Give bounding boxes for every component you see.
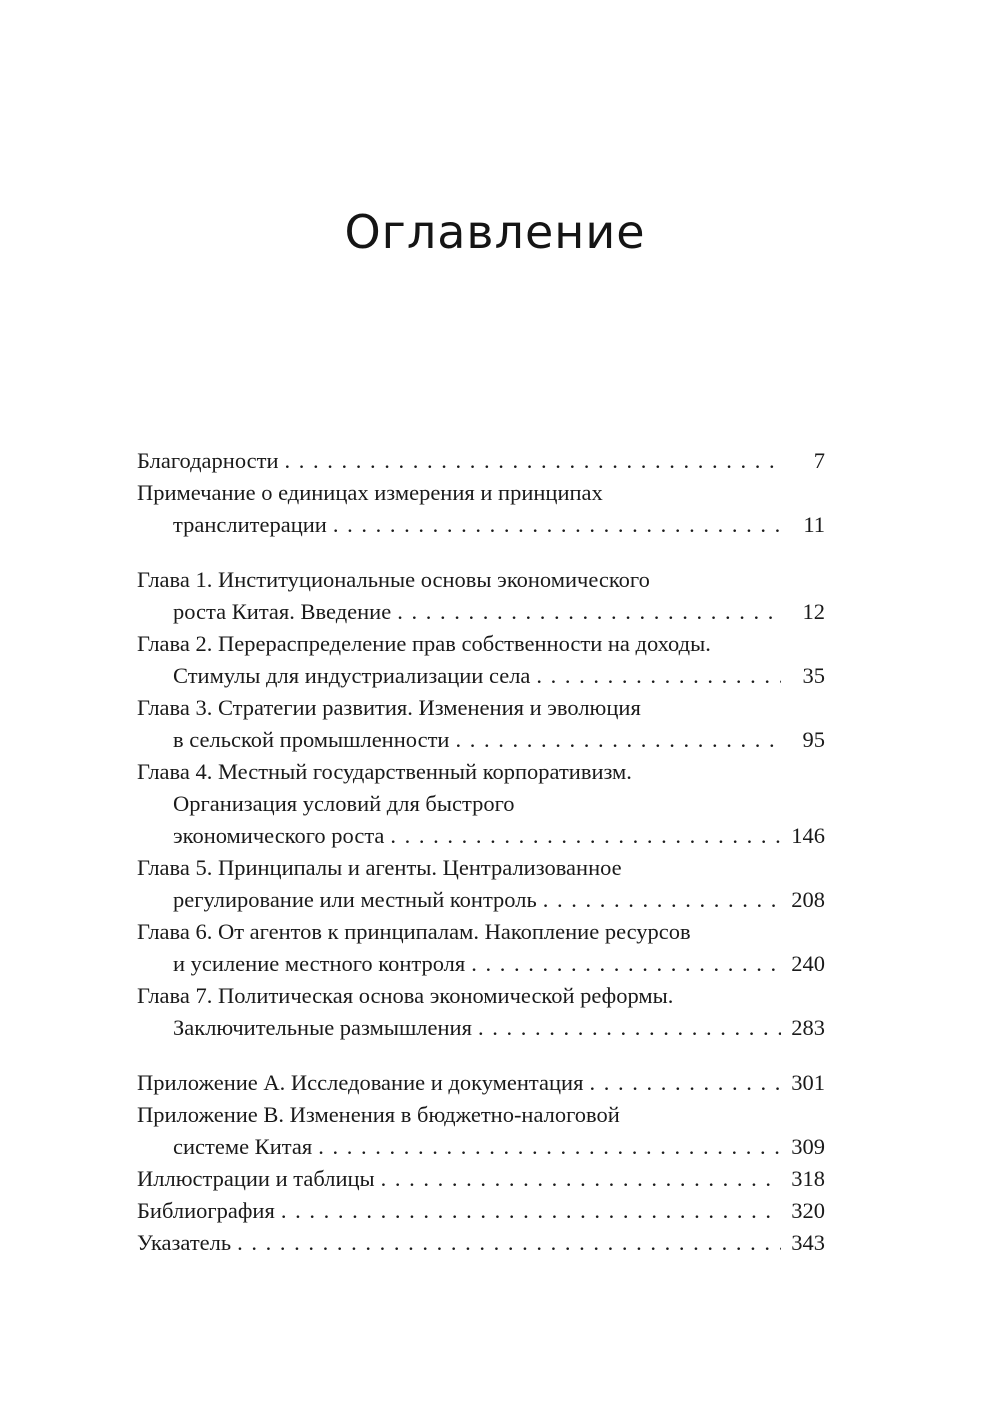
toc-page-number: 343 bbox=[791, 1230, 825, 1255]
dot-leader bbox=[281, 1195, 781, 1227]
dot-leader bbox=[333, 509, 781, 541]
toc-page-number: 240 bbox=[791, 951, 825, 976]
dot-leader bbox=[381, 1163, 781, 1195]
toc-page-number: 208 bbox=[791, 887, 825, 912]
toc-entry-title-line: и усиление местного контроля bbox=[173, 951, 466, 976]
toc-entry-title-line: Иллюстрации и таблицы bbox=[137, 1166, 375, 1191]
toc-entry-final-line bbox=[137, 1195, 825, 1227]
dot-leader bbox=[478, 1012, 781, 1044]
toc-entry-title-line: Глава 5. Принципалы и агенты. Централизованное bbox=[137, 855, 622, 880]
toc-page-number: 320 bbox=[791, 1198, 825, 1223]
toc-entry[interactable] bbox=[137, 1067, 825, 1099]
toc-entry-final-line bbox=[137, 884, 825, 916]
group-gap bbox=[137, 1044, 825, 1067]
toc-entry-title-line: Организация условий для быстрого bbox=[173, 791, 515, 816]
toc-entry-final-line bbox=[137, 724, 825, 756]
toc-entry[interactable] bbox=[137, 628, 825, 692]
toc-entry-final-line bbox=[137, 445, 825, 477]
toc-entry-final-line bbox=[137, 1131, 825, 1163]
toc-entry[interactable] bbox=[137, 564, 825, 628]
toc-entry-final-line bbox=[137, 948, 825, 980]
toc-entry[interactable] bbox=[137, 692, 825, 756]
toc-entry-title-line: Благодарности bbox=[137, 448, 279, 473]
toc-entry-title-line: в сельской промышленности bbox=[173, 727, 450, 752]
toc-entry-title-line: Заключительные размышления bbox=[173, 1015, 472, 1040]
toc-entry-final-line bbox=[137, 1067, 825, 1099]
toc-entry[interactable] bbox=[137, 916, 825, 980]
toc-entry-title-line: Глава 1. Институциональные основы экономического bbox=[137, 567, 650, 592]
toc-entry-title-line: системе Китая bbox=[173, 1134, 313, 1159]
toc-entry-title-line: Глава 4. Местный государственный корпоративизм. bbox=[137, 759, 632, 784]
toc-entry-title-line: Глава 7. Политическая основа экономической реформы. bbox=[137, 983, 674, 1008]
toc-entry-title-line: роста Китая. Введение bbox=[173, 599, 392, 624]
toc-page-number: 35 bbox=[802, 663, 825, 688]
toc-back-group bbox=[137, 1067, 825, 1259]
dot-leader bbox=[237, 1227, 781, 1259]
toc-entry[interactable] bbox=[137, 1099, 825, 1163]
toc-entry-final-line bbox=[137, 1163, 825, 1195]
toc-chapters-group bbox=[137, 564, 825, 1044]
toc-entry-title-line: Стимулы для индустриализации села bbox=[173, 663, 531, 688]
toc-page-number: 309 bbox=[791, 1134, 825, 1159]
table-of-contents bbox=[137, 445, 825, 1259]
toc-entry-title-line: транслитерации bbox=[173, 512, 327, 537]
toc-entry-title-line: Глава 6. От агентов к принципалам. Накопление ресурсов bbox=[137, 919, 691, 944]
dot-leader bbox=[471, 948, 781, 980]
toc-entry-title-line: Библиография bbox=[137, 1198, 275, 1223]
page-title: Оглавление bbox=[344, 205, 646, 259]
toc-page-number: 318 bbox=[791, 1166, 825, 1191]
toc-entry-title-line: Примечание о единицах измерения и принципах bbox=[137, 480, 603, 505]
toc-entry-final-line bbox=[137, 596, 825, 628]
toc-page-number: 95 bbox=[802, 727, 825, 752]
toc-entry-title-line: Глава 2. Перераспределение прав собственности на доходы. bbox=[137, 631, 711, 656]
toc-entry[interactable] bbox=[137, 852, 825, 916]
toc-entry-title-line: Указатель bbox=[137, 1230, 232, 1255]
dot-leader bbox=[390, 820, 781, 852]
toc-entry[interactable] bbox=[137, 756, 825, 852]
toc-page-number: 283 bbox=[791, 1015, 825, 1040]
toc-entry-title-line: экономического роста bbox=[173, 823, 385, 848]
toc-entry-final-line bbox=[137, 1012, 825, 1044]
dot-leader bbox=[589, 1067, 781, 1099]
toc-page-number: 11 bbox=[803, 512, 825, 537]
dot-leader bbox=[318, 1131, 781, 1163]
toc-entry-title-line: Глава 3. Стратегии развития. Изменения и эволюция bbox=[137, 695, 641, 720]
toc-entry-final-line bbox=[137, 509, 825, 541]
toc-entry-title-line: Приложение В. Изменения в бюджетно-налоговой bbox=[137, 1102, 620, 1127]
toc-entry[interactable] bbox=[137, 477, 825, 541]
dot-leader bbox=[397, 596, 781, 628]
toc-entry-final-line bbox=[137, 660, 825, 692]
dot-leader bbox=[536, 660, 781, 692]
toc-front-group bbox=[137, 445, 825, 541]
toc-page-number: 12 bbox=[802, 599, 825, 624]
toc-page-number: 301 bbox=[791, 1070, 825, 1095]
toc-entry[interactable] bbox=[137, 1227, 825, 1259]
toc-entry[interactable] bbox=[137, 1195, 825, 1227]
toc-entry-title-line: регулирование или местный контроль bbox=[173, 887, 537, 912]
dot-leader bbox=[543, 884, 781, 916]
toc-entry-final-line bbox=[137, 1227, 825, 1259]
dot-leader bbox=[285, 445, 781, 477]
toc-entry-title-line: Приложение А. Исследование и документация bbox=[137, 1070, 584, 1095]
dot-leader bbox=[455, 724, 781, 756]
toc-page-number: 146 bbox=[791, 823, 825, 848]
toc-page-number: 7 bbox=[813, 448, 825, 473]
group-gap bbox=[137, 541, 825, 564]
toc-entry[interactable] bbox=[137, 445, 825, 477]
toc-entry-final-line bbox=[137, 820, 825, 852]
toc-entry[interactable] bbox=[137, 1163, 825, 1195]
toc-entry[interactable] bbox=[137, 980, 825, 1044]
